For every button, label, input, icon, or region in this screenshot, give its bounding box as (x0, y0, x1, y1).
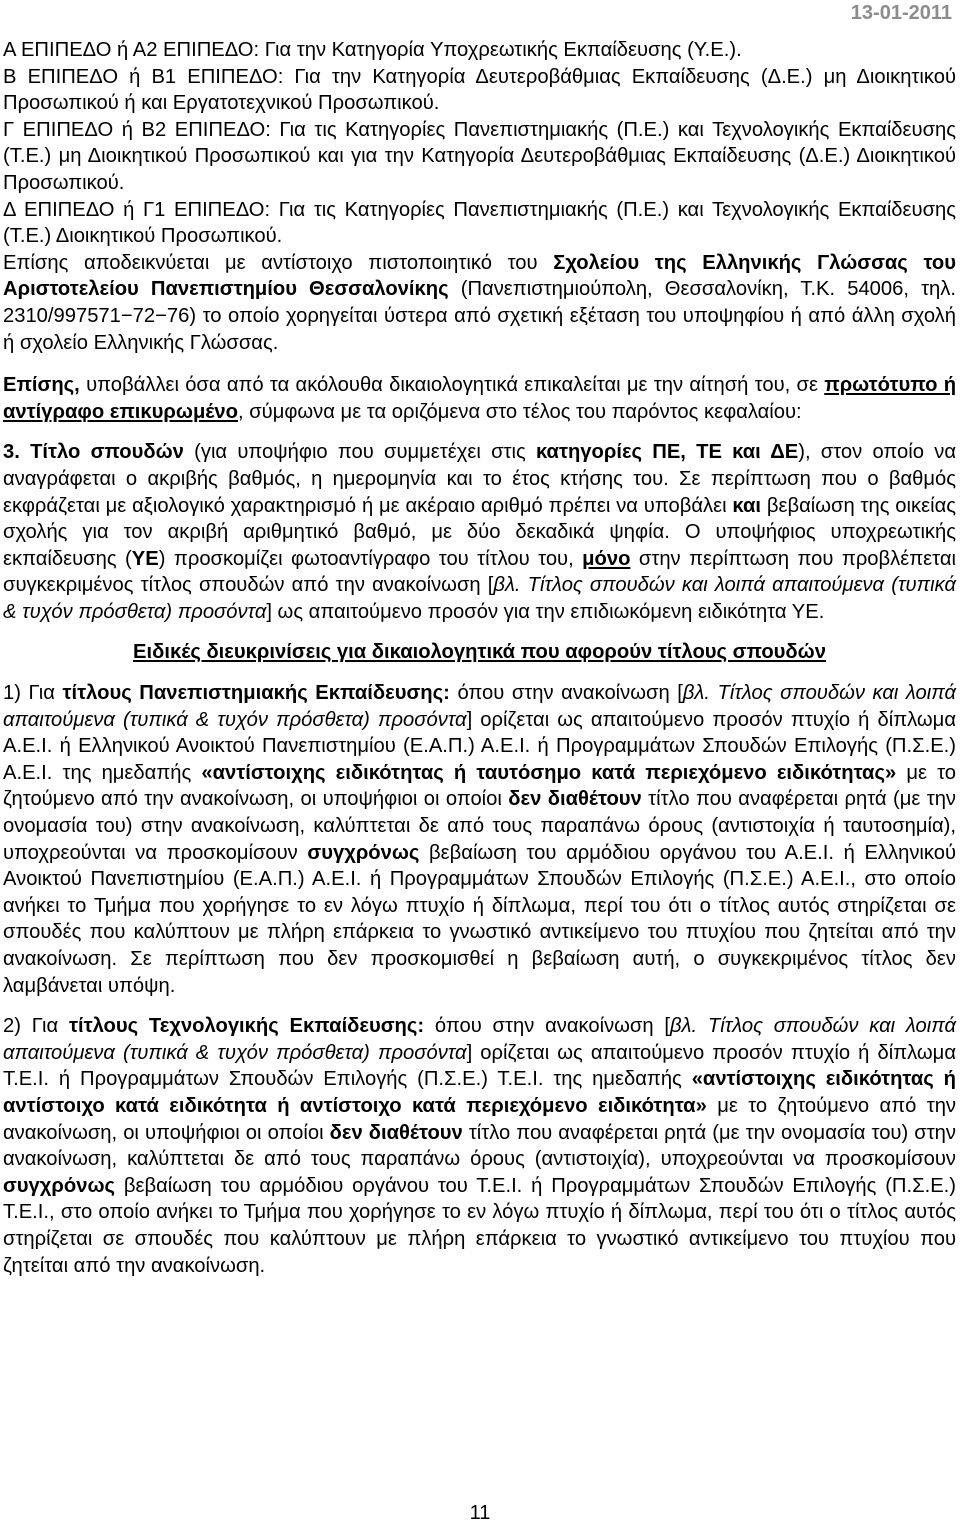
item-2-specialty: «αντίστοιχης ειδικότητας ή αντίστοιχο κατά ειδικότητα ή αντίστοιχο κατά περιεχόμενο ειδικότητα» (3, 1068, 957, 1117)
section-3-text-5: στην περίπτωση που προβλέπεται συγκεκριμένος τίτλος σπουδών από την ανακοίνωση [ (3, 547, 957, 597)
section-3-text-1: (για υποψήφιο που συμμετέχει στις (194, 441, 526, 464)
item-2-italic: βλ. Τίτλος σπουδών και λοιπά απαιτούμενα (τυπικά & τυχόν πρόσθετα) προσόντα (3, 1015, 957, 1064)
level-a-paragraph: Α ΕΠΙΠΕΔΟ ή Α2 ΕΠΙΠΕΔΟ: Για την Κατηγορία Υποχρεωτικής Εκπαίδευσης (Υ.Ε.). (3, 39, 742, 61)
item-2-text-3: με το ζητούμενο από την ανακοίνωση, οι υποψήφιοι οι οποίοι (3, 1094, 957, 1144)
also-paragraph (3, 372, 956, 425)
section-heading: Ειδικές διευκρινίσεις για δικαιολογητικά που αφορούν τίτλους σπουδών (133, 641, 826, 664)
school-post-text: (Πανεπιστημιούπολη, Θεσσαλονίκη, Τ.Κ. 54006, τηλ. 2310/997571−72−76) το οποίο χορηγείται ύστερα από σχετική εξέταση του υποψηφίου ή από άλλη σχολή ή σχολείο Ελληνικής Γλώσσας. (3, 278, 956, 354)
section-3-italic: βλ. Τίτλος σπουδών και λοιπά απαιτούμενα (τυπικά & τυχόν πρόσθετα) προσόντα (3, 574, 956, 623)
item-2-text-2: ] ορίζεται ως απαιτούμενο προσόν πτυχίο ή δίπλωμα Τ.Ε.Ι. ή Προγραμμάτων Σπουδών Επιλογής (Π.Σ.Ε.) Τ.Ε.Ι. της ημεδαπής (3, 1041, 956, 1091)
item-1-not-have: δεν διαθέτουν (508, 788, 642, 811)
section-3-categories: κατηγορίες ΠΕ, ΤΕ και ΔΕ (535, 441, 799, 464)
item-2-text-1: όπου στην ανακοίνωση [ (434, 1015, 671, 1038)
item-2-simultaneously: συγχρόνως (3, 1174, 116, 1197)
level-c-paragraph: Γ ΕΠΙΠΕΔΟ ή Β2 ΕΠΙΠΕΔΟ: Για τις Κατηγορίες Πανεπιστημιακής (Π.Ε.) και Τεχνολογικής Εκπαίδευσης (Τ.Ε.) μη Διοικητικού Προσωπικού και για την Κατηγορία Δευτεροβάθμιας Εκπαίδευσης (Δ.Ε.) Διοικητικού Προσωπικού. (3, 118, 956, 194)
header-date: 13-01-2011 (850, 2, 952, 24)
item-1-paragraph (3, 680, 956, 999)
school-pre-text: Επίσης αποδεικνύεται με αντίστοιχο πιστοποιητικό του (3, 251, 538, 274)
school-paragraph (3, 250, 956, 356)
section-3-text-2: ), στον οποίο να αναγράφεται ο ακριβής βαθμός, η ημερομηνία και το έτος κτήσης του. Σε περίπτωση που ο βαθμός εκφράζεται με αξιολογικό χαρακτηρισμό ή με ακέραιο αριθμό πρέπει να υποβάλει (3, 441, 956, 517)
item-1-number: 1) Για (3, 682, 55, 705)
also-underlined: πρωτότυπο ή αντίγραφο επικυρωμένο (3, 374, 957, 423)
also-text-2: , σύμφωνα με τα οριζόμενα στο τέλος του παρόντος κεφαλαίου: (237, 400, 802, 423)
item-1-italic: βλ. Τίτλος σπουδών και λοιπά απαιτούμενα (τυπικά & τυχόν πρόσθετα) προσόντα (3, 682, 957, 731)
section-3-kai: και (732, 494, 762, 517)
item-1-text-2: ] ορίζεται ως απαιτούμενο προσόν πτυχίο ή δίπλωμα Α.Ε.Ι. ή Ελληνικού Ανοικτού Πανεπιστημίου (Ε.Α.Π.) Α.Ε.Ι. ή Προγραμμάτων Σπουδών Επιλογής (Π.Σ.Ε.) Α.Ε.Ι. της ημεδαπής (3, 708, 956, 784)
item-2-text-5: βεβαίωση του αρμόδιου οργάνου του Τ.Ε.Ι. ή Προγραμμάτων Σπουδών Επιλογής (Π.Σ.Ε.) Τ.Ε.Ι., στο οποίο ανήκει το Τμήμα που χορήγησε το εν λόγω πτυχίο ή δίπλωμα, περί του ότι ο τίτλος αυτός στηρίζεται σε σπουδές που καλύπτουν με πλήρη επάρκεια το γνωστικό αντικείμενο του πτυχίου που ζητείται από την ανακοίνωση. (3, 1174, 956, 1277)
item-1-text-3: με το ζητούμενο από την ανακοίνωση, οι υποψήφιοι οι οποίοι (3, 761, 957, 811)
item-1-text-1: όπου στην ανακοίνωση [ (457, 682, 683, 705)
document-body (3, 37, 956, 1279)
item-1-simultaneously: συγχρόνως (307, 841, 420, 864)
section-3-mono: μόνο (582, 547, 631, 570)
also-text-1: υποβάλλει όσα από τα ακόλουθα δικαιολογητικά επικαλείται με την αίτησή του, σε (86, 374, 818, 397)
school-name: Σχολείου της Ελληνικής Γλώσσας του Αριστοτελείου Πανεπιστημίου Θεσσαλονίκης (3, 251, 956, 301)
item-2-text-4: τίτλο που αναφέρεται ρητά (με την ονομασία του) στην ανακοίνωση, καλύπτεται δε από τους παραπάνω όρους (αντιστοιχία), υποχρεούνται να προσκομίσουν (3, 1121, 956, 1171)
item-2-not-have: δεν διαθέτουν (329, 1121, 463, 1144)
section-3-paragraph (3, 439, 956, 625)
section-3-number: 3. (3, 441, 20, 464)
item-1-text-4: τίτλο που αναφέρεται ρητά (με την ονομασία του) στην ανακοίνωση, καλύπτεται δε από τους παραπάνω όρους (αντιστοιχία ή ταυτοσημία), υποχρεούνται να προσκομίσουν (3, 788, 957, 864)
item-2-number: 2) Για (3, 1015, 59, 1038)
item-1-text-5: βεβαίωση του αρμόδιου οργάνου του Α.Ε.Ι. ή Ελληνικού Ανοικτού Πανεπιστημίου (Ε.Α.Π.) Α.Ε.Ι. ή Προγραμμάτων Σπουδών Επιλογής (Π.Σ.Ε.) Α.Ε.Ι., στο οποίο ανήκει το Τμήμα που χορήγησε το εν λόγω πτυχίο ή δίπλωμα, περί του ότι ο τίτλος αυτός στηρίζεται σε σπουδές που καλύπτουν με πλήρη επάρκεια το γνωστικό αντικείμενο του πτυχίου που ζητείται από την ανακοίνωση. Σε περίπτωση που δεν προσκομισθεί η βεβαίωση αυτή, ο συγκεκριμένος τίτλος δεν λαμβάνεται υπόψη. (3, 841, 957, 997)
also-bold: Επίσης, (3, 374, 80, 397)
section-3-ye: ΥΕ (131, 547, 159, 570)
item-2-paragraph (3, 1013, 956, 1279)
page-number: 11 (469, 1502, 491, 1524)
level-d-paragraph: Δ ΕΠΙΠΕΔΟ ή Γ1 ΕΠΙΠΕΔΟ: Για τις Κατηγορίες Πανεπιστημιακής (Π.Ε.) και Τεχνολογικής Εκπαίδευσης (Τ.Ε.) Διοικητικού Προσωπικού. (3, 198, 956, 248)
section-3-text-3: βεβαίωση της οικείας σχολής για τον ακριβή αριθμητικό βαθμό, με δύο δεκαδικά ψηφία. Ο υποψήφιος υποχρεωτικής εκπαίδευσης ( (3, 494, 956, 570)
item-2-title: τίτλους Τεχνολογικής Εκπαίδευσης: (68, 1015, 425, 1038)
section-3-text-6: ] ως απαιτούμενο προσόν για την επιδιωκόμενη ειδικότητα ΥΕ. (266, 600, 825, 623)
item-1-specialty: «αντίστοιχης ειδικότητας ή ταυτόσημο κατά περιεχόμενο ειδικότητας» (201, 761, 897, 784)
level-b-paragraph: Β ΕΠΙΠΕΔΟ ή Β1 ΕΠΙΠΕΔΟ: Για την Κατηγορία Δευτεροβάθμιας Εκπαίδευσης (Δ.Ε.) μη Διοικητικού Προσωπικού ή και Εργατοτεχνικού Προσωπικού. (3, 65, 956, 115)
item-1-title: τίτλους Πανεπιστημιακής Εκπαίδευσης: (62, 682, 450, 705)
section-3-title: Τίτλο σπουδών (30, 441, 184, 464)
section-3-text-4: ) προσκομίζει φωτοαντίγραφο του τίτλου του, (158, 547, 574, 570)
